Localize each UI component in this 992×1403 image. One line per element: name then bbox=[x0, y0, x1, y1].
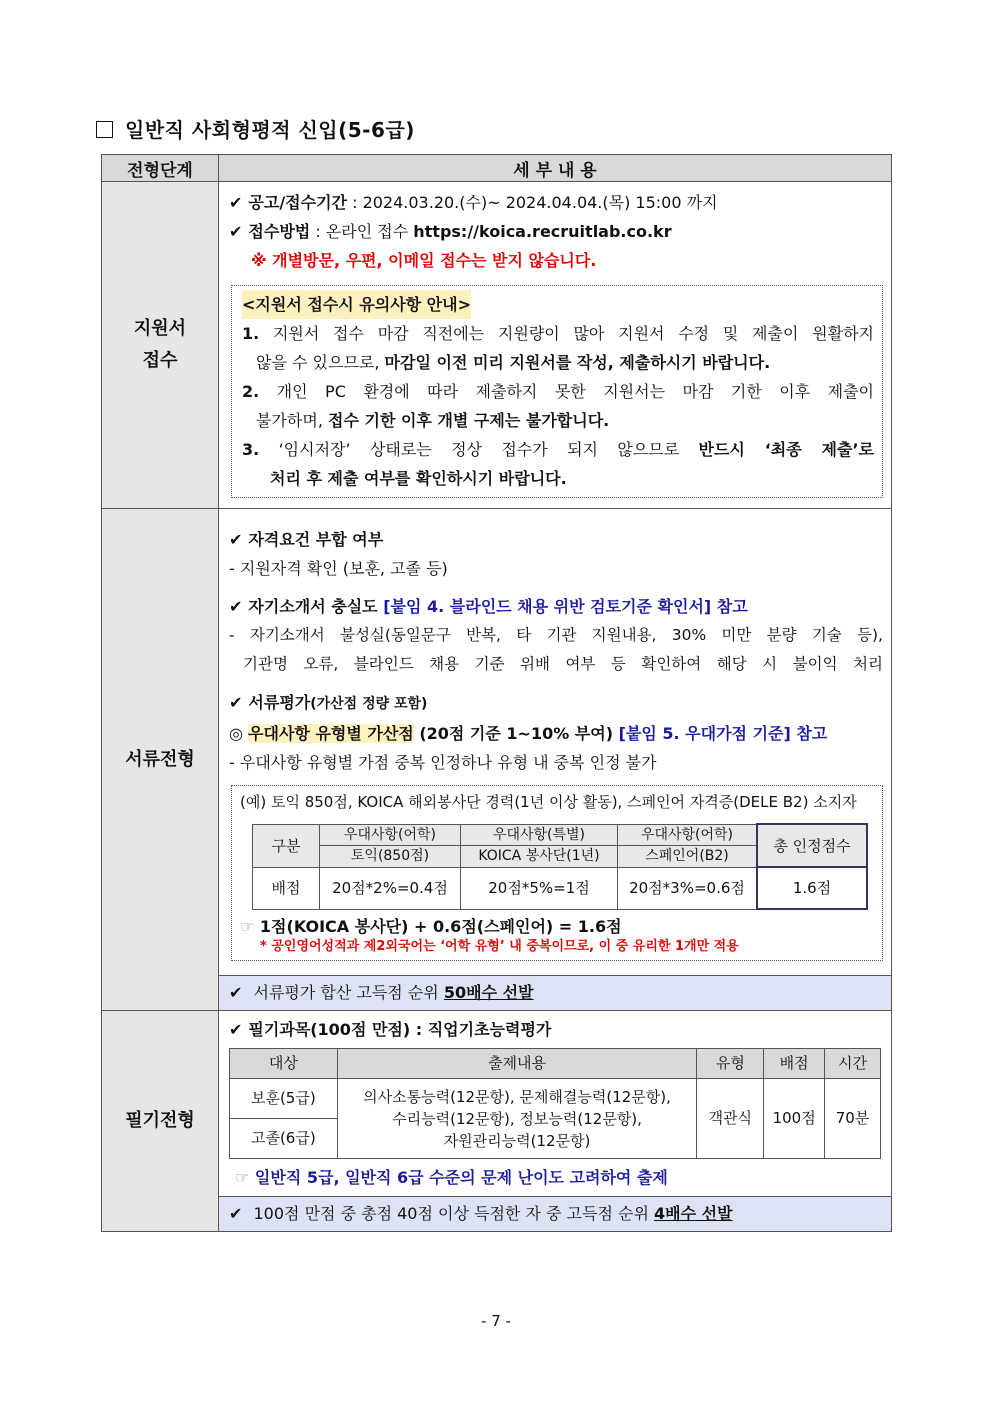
recruit-url-link[interactable]: https://koica.recruitlab.co.kr bbox=[413, 222, 672, 241]
document-eval-line: ✔ 서류평가(가산점 정량 포함) bbox=[229, 693, 428, 712]
stage-details-application bbox=[219, 182, 892, 509]
square-bullet-icon bbox=[96, 121, 113, 138]
stage-name-application: 지원서 접수 bbox=[102, 182, 219, 509]
notice-title: <지원서 접수시 유의사항 안내> bbox=[242, 290, 471, 319]
self-intro-line: ✔ 자기소개서 충실도 [붙임 4. 블라인드 채용 위반 검토기준 확인서] 참고 bbox=[229, 597, 748, 616]
written-subject-line: ✔ 필기과목(100점 만점) : 직업기초능력평가 bbox=[229, 1020, 552, 1039]
check-icon: ✔ bbox=[229, 193, 243, 212]
period-line: ✔ 공고/접수기간 : 2024.03.20.(수)~ 2024.04.04.(목) 15:00 까지 bbox=[229, 193, 718, 212]
check-icon: ✔ bbox=[229, 693, 243, 712]
selection-process-table bbox=[101, 154, 892, 1232]
written-result-bar: ✔ 100점 만점 중 총점 40점 이상 득점한 자 중 고득점 순위 4배수 선발 bbox=[219, 1196, 891, 1231]
calc-result: ☞ 1점(KOICA 봉사단) + 0.6점(스페인어) = 1.6점 bbox=[240, 917, 622, 936]
stage-details-written bbox=[219, 1011, 892, 1232]
submission-note: ※ 개별방문, 우편, 이메일 접수는 받지 않습니다. bbox=[251, 251, 597, 270]
notice-item-1: 1. 지원서 접수 마감 직전에는 지원량이 많아 지원서 수정 및 제출이 원활하지 bbox=[242, 324, 874, 343]
check-icon: ✔ bbox=[229, 1204, 243, 1223]
notice-item-2: 2. 개인 PC 환경에 따라 제출하지 못한 지원서는 마감 기한 이후 제출이 bbox=[242, 382, 874, 401]
written-note: ☞ 일반직 5급, 일반직 6급 수준의 문제 난이도 고려하여 출제 bbox=[235, 1168, 668, 1187]
example-text: (예) 토익 850점, KOICA 해외봉사단 경력(1년 이상 활동), 스페인어 자격증(DELE B2) 소지자 bbox=[240, 793, 857, 811]
pointing-hand-icon: ☞ bbox=[240, 917, 255, 936]
stage-row-written bbox=[102, 1011, 892, 1232]
check-icon: ✔ bbox=[229, 1020, 243, 1039]
notice-item-3: 3. ‘임시저장’ 상태로는 정상 접수가 되지 않으므로 반드시 ‘최종 제출’로 bbox=[242, 440, 874, 459]
check-icon: ✔ bbox=[229, 597, 243, 616]
notice-box: <지원서 접수시 유의사항 안내> 1. 지원서 접수 마감 직전에는 지원량이 많아 지원서 수정 및 제출이 원활하지 않을 수 있으므로, 마감일 이전 미리 지원서를 작성, 제출하시기 바랍니다. 2. 개인 PC 환경에 따라 제출하지 못한 지원서는 마감 기한 이후 제출이 불가하며, 접수 기한 이후 개별 구제는 불가합니다. 3. ‘임시저장’ 상태로는 정상 접수가 되지 않으므로 반드시 ‘최종 제출’로 처리 후 제출 여부를 확인하시기 바랍니다. bbox=[231, 285, 883, 498]
method-line: ✔ 접수방법 : 온라인 접수 https://koica.recruitlab.co.kr bbox=[229, 222, 672, 241]
example-box bbox=[231, 785, 883, 961]
document-result-bar: ✔ 서류평가 합산 고득점 순위 50배수 선발 bbox=[219, 975, 891, 1010]
bonus-line: ◎ 우대사항 유형별 가산점 (20점 기준 1~10% 부여) [붙임 5. 우대가점 기준] 참고 bbox=[229, 724, 828, 743]
stage-name-written: 필기전형 bbox=[102, 1011, 219, 1232]
section-title bbox=[96, 114, 415, 143]
header-stage: 전형단계 bbox=[102, 155, 219, 182]
stage-name-document: 서류전형 bbox=[102, 509, 219, 1011]
table-header-row bbox=[102, 155, 892, 182]
check-icon: ✔ bbox=[229, 983, 243, 1002]
page-number: - 7 - bbox=[481, 1312, 511, 1330]
calc-note: * 공인영어성적과 제2외국어는 ‘어학 유형’ 내 중복이므로, 이 중 유리한 1개만 적용 bbox=[260, 939, 739, 954]
stage-details-document: ✔ 자격요건 부합 여부 - 지원자격 확인 (보훈, 고졸 등) ✔ 자기소개서 충실도 [붙임 4. 블라인드 채용 위반 검토기준 확인서] 참고 - 자기소개서 불성실(동일문구 반복, 타 기관 지원내용, 30% 미만 분량 기술 등), 기관명 오류, 블라인드 채용 기준 위배 여부 등 확인하여 해당 시 불이익 처리 ✔ 서류평가(가산점 정량 포함) ◎ 우대사항 유형별 가산점 (20점 기준 1~10% 부여) [붙임 5. 우대가점 기준] 참고 - 우대사항 유형별 가점 중복 인정하나 유형 내 중복 인정 불가 (예) 토익 850점, KOICA 해외봉사단 경력(1년 이상 활동), 스페인어 자격증(DELE B2) 소지자 구분 우대사항(어학) 우대사항(특별) 우대사항(어학) 총 인정점수 토익(850점) KOICA 봉사단(1년) 스페인어(B2) 배점 20점*2%=0.4점 20점*5%=1점 20점*3%=0.6점 1.6점 ☞ 1점(KOICA 봉사단) + 0.6점(스페인어) = 1.6점 * 공인영어성적과 제2외국어는 ‘어학 유형’ 내 중복이므로, 이 중 유리한 1개만 적용 ✔ 서류평가 합산 고득점 순위 50배수 선발 bbox=[219, 509, 892, 1011]
check-icon: ✔ bbox=[229, 222, 243, 241]
qualification-line: ✔ 자격요건 부합 여부 bbox=[229, 530, 384, 549]
check-icon: ✔ bbox=[229, 530, 243, 549]
written-exam-table: 대상 출제내용 유형 배점 시간 보훈(5급) 의사소통능력(12문항), 문제해결능력(12문항), 수리능력(12문항), 정보능력(12문항), 자원관리능력(12문항) 객관식 100점 70분 고졸(6급) bbox=[229, 1048, 881, 1159]
pointing-hand-icon: ☞ bbox=[235, 1168, 250, 1187]
stage-row-document bbox=[102, 509, 892, 1011]
bonus-calc-table: 구분 우대사항(어학) 우대사항(특별) 우대사항(어학) 총 인정점수 토익(850점) KOICA 봉사단(1년) 스페인어(B2) 배점 20점*2%=0.4점 20점*5%=1점 20점*3%=0.6점 1.6점 bbox=[252, 823, 868, 910]
header-details: 세 부 내 용 bbox=[219, 155, 892, 182]
section-title-text: 일반직 사회형평적 신입(5-6급) bbox=[125, 118, 415, 142]
stage-row-application bbox=[102, 182, 892, 509]
